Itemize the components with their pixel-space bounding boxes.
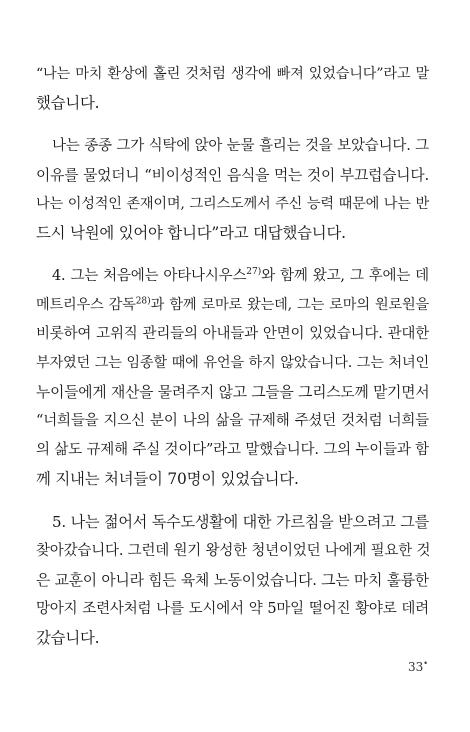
text-line: 누이들에게 재산을 물려주지 않고 그들을 그리스도께 맡기면서 <box>36 384 430 401</box>
footnote-ref-28: 28) <box>135 296 151 307</box>
text-line: 부자였던 그는 임종할 때에 유언을 하지 않았습니다. 그는 처녀인 <box>36 355 429 371</box>
text-line: 나는 종종 그가 식탁에 앉아 눈물 흘리는 것을 보았습니다. 그 <box>52 138 429 154</box>
page-number-marker: • <box>423 659 428 668</box>
text-line: “나는 마치 환상에 홀린 것처럼 생각에 빠져 있었습니다”라고 말 <box>36 66 429 82</box>
text-fragment: 과 함께 로마로 왔는데, 그는 로마의 원로원을 <box>150 297 429 313</box>
paragraph-section-4 <box>36 262 429 494</box>
paragraph-1 <box>36 60 429 118</box>
text-fragment: 4. 그는 처음에는 아타나시우스 <box>52 268 247 284</box>
text-line: 5. 나는 젊어서 독수도생활에 대한 가르침을 받으려고 그를 <box>52 513 429 531</box>
text-line: 비롯하여 고위직 관리들의 아내들과 안면이 있었습니다. 관대한 <box>36 326 429 342</box>
text-line: 나는 이성적인 존재이며, 그리스도께서 주신 능력 때문에 나는 반 <box>36 196 429 212</box>
footnote-ref-27: 27) <box>246 267 262 278</box>
text-line: 갔습니다. <box>36 629 100 647</box>
page-number-text: 33 <box>408 660 424 674</box>
paragraph-section-5 <box>36 508 429 653</box>
text-line: 망아지 조련사처럼 나를 도시에서 약 5마일 떨어진 황야로 데려 <box>36 601 429 617</box>
text-line: 께 지내는 처녀들이 70명이 있었습니다. <box>36 470 299 488</box>
text-line <box>36 262 429 291</box>
text-line <box>36 291 429 320</box>
text-line: 이유를 물었더니 “비이성적인 음식을 먹는 것이 부끄럽습니다. <box>36 167 429 184</box>
text-line: “너희들을 지으신 분이 나의 삶을 규제해 주셨던 것처럼 너희들 <box>36 413 429 429</box>
text-fragment: 메트리우스 감독 <box>36 297 136 313</box>
page-number <box>408 659 428 674</box>
text-line: 드시 낙원에 있어야 합니다”라고 대답했습니다. <box>36 224 346 242</box>
text-line: 했습니다. <box>36 94 100 112</box>
book-page-text <box>36 60 429 653</box>
text-line: 찾아갔습니다. 그런데 원기 왕성한 청년이었던 나에게 필요한 것 <box>36 543 431 559</box>
paragraph-2 <box>36 132 429 248</box>
text-fragment: 와 함께 왔고, 그 후에는 데 <box>261 268 429 284</box>
text-line: 은 교훈이 아니라 힘든 육체 노동이었습니다. 그는 마치 훌륭한 <box>36 572 429 589</box>
text-line: 의 삶도 규제해 주실 것이다”라고 말했습니다. 그의 누이들과 함 <box>36 442 429 458</box>
